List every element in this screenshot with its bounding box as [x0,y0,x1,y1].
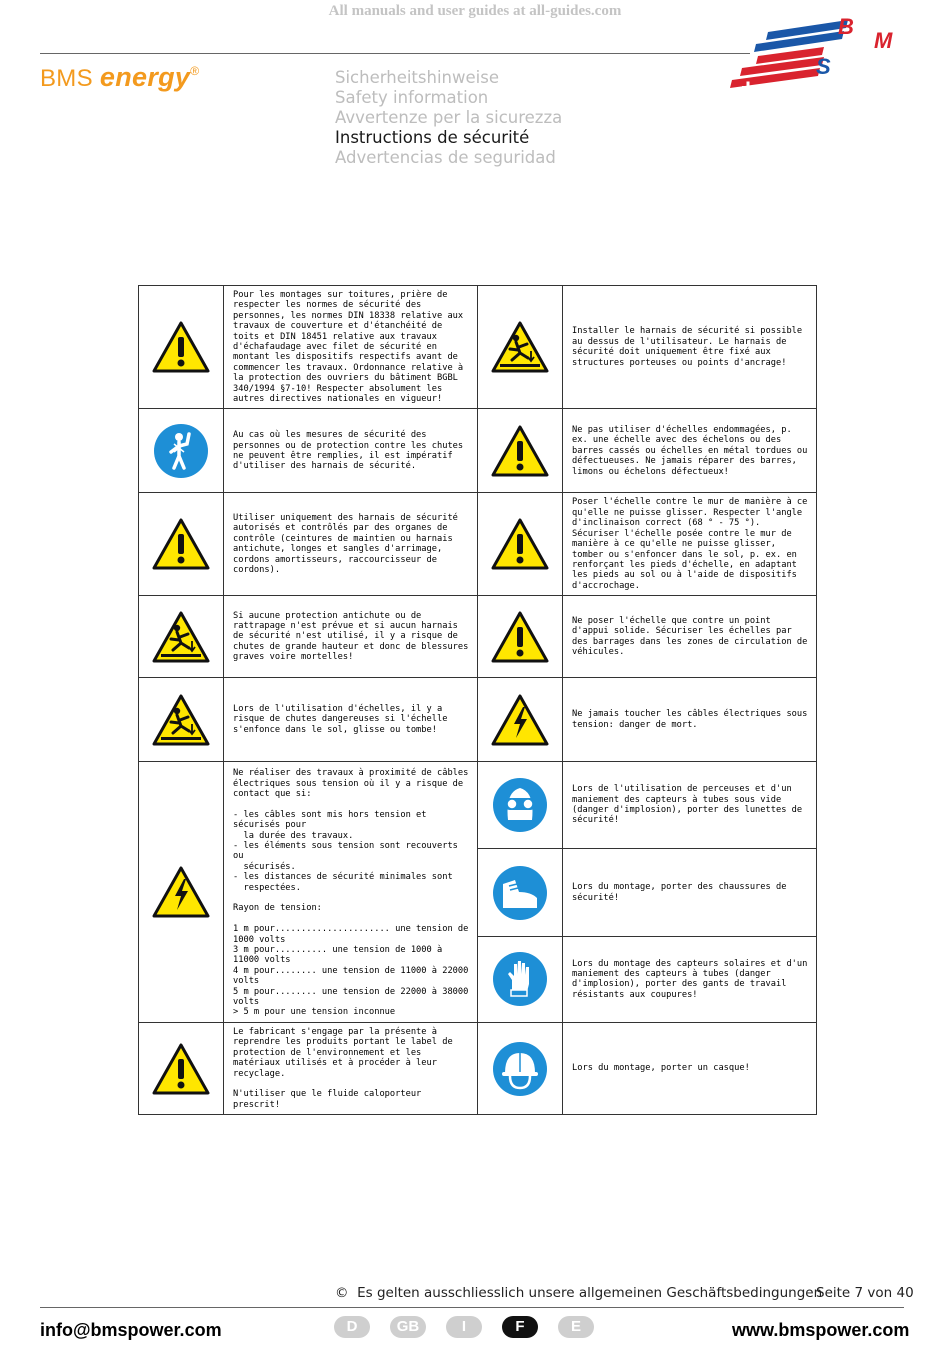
falling-hazard-icon [151,693,211,747]
icon-cell [478,762,563,849]
icon-cell [478,678,563,762]
registered-mark: ® [190,64,200,78]
warning-exclamation-icon [490,610,550,664]
logo-letter-b: B [838,14,854,39]
terms-text: Es gelten ausschliesslich unsere allgemeinen Geschäftsbedingungen [357,1285,823,1301]
language-tab-i[interactable]: I [446,1316,482,1338]
heading-list [335,68,562,168]
table-row [139,1022,817,1114]
safety-text: Installer le harnais de sécurité si possible au dessus de l'utilisateur. Le harnais de sécurité doit uniquement être fixé aux structures porteuses ou points d'ancrage! [563,286,817,409]
icon-cell [478,849,563,937]
logo-letter-s: S [816,54,831,79]
warning-exclamation-icon [151,517,211,571]
table-row [139,762,817,849]
bms-swiss-logo [728,10,908,100]
safety-text: Lors de l'utilisation de perceuses et d'un maniement des capteurs à tubes sous vide (danger d'implosion), porter des lunettes de sécurité! [563,762,817,849]
safety-text: Ne jamais toucher les câbles électriques sous tension: danger de mort. [563,678,817,762]
warning-exclamation-icon [151,320,211,374]
language-tab-f[interactable]: F [502,1316,538,1338]
copyright-symbol: © [335,1285,349,1301]
safety-text: Lors de l'utilisation d'échelles, il y a risque de chutes dangereuses si l'échelle s'enfonce dans le sol, glisse ou tombe! [224,678,478,762]
safety-gloves-icon [491,950,549,1008]
icon-cell [478,409,563,493]
heading-fr: Instructions de sécurité [335,128,530,147]
icon-cell [139,596,224,678]
website-link[interactable]: www.bmspower.com [732,1320,910,1340]
heading-en: Safety information [335,88,489,107]
heading-de: Sicherheitshinweise [335,68,499,87]
logo-letter-m: M [874,28,893,53]
icon-cell [139,678,224,762]
table-row [139,493,817,596]
language-tab-e[interactable]: E [558,1316,594,1338]
brand-logo [40,62,199,93]
safety-text: Si aucune protection antichute ou de rattrapage n'est prévue et si aucun harnais de sécurité n'est utilisé, il y a risque de chutes de grande hauteur et donc de blessures graves voire mortelles! [224,596,478,678]
bottom-rule [40,1307,904,1308]
safety-text: Poser l'échelle contre le mur de manière à ce qu'elle ne puisse glisser. Respecter l'angle d'inclinaison correct (68 ° - 75 °). Sécuriser l'échelle posée contre le mur de manière à ce qu'elle ne puisse glisser, tomber ou s'enfoncer dans le sol, p. ex. en renforçant les pieds d'échelle, en adaptant les pieds au sol ou à l'aide de dispositifs d'accrochage. [563,493,817,596]
brand-name-part2: energy [99,62,191,92]
safety-text: Lors du montage des capteurs solaires et d'un maniement des capteurs à tubes (danger d'implosion), porter des gants de travail résistants aux coupures! [563,937,817,1023]
table-row [139,409,817,493]
icon-cell [139,1022,224,1114]
electrical-hazard-icon [490,693,550,747]
icon-cell [478,596,563,678]
falling-hazard-icon [490,320,550,374]
safety-text: Utiliser uniquement des harnais de sécurité autorisés et contrôlés par des organes de contrôle (ceintures de maintien ou harnais antichute, longes et sangles d'arrimage, cordons amortisseurs, raccourcisseur de cordons). [224,493,478,596]
safety-table [138,285,817,1115]
safety-boots-icon [491,864,549,922]
safety-harness-icon [152,422,210,480]
warning-exclamation-icon [490,424,550,478]
safety-text: Ne réaliser des travaux à proximité de câbles électriques sous tension où il y a risque de contact que si: - les câbles sont mis hors tension et sécurisés pour la durée des travaux. - les éléments sous tension sont recouverts ou sécurisés. - les distances de sécurité minimales sont respectées. Rayon de tension: 1 m pour...................... une tension de 1000 volts 3 m pour.......... une tension de 1000 à 11000 volts 4 m pour........ une tension de 11000 à 22000 volts 5 m pour........ une tension de 22000 à 38000 volts > 5 m pour une tension inconnue [224,762,478,1023]
language-tab-gb[interactable]: GB [390,1316,426,1338]
icon-cell [478,286,563,409]
icon-cell [139,409,224,493]
table-row [139,596,817,678]
heading-es: Advertencias de seguridad [335,148,556,167]
icon-cell [139,286,224,409]
language-selector [334,1316,594,1338]
icon-cell [139,762,224,1023]
email-link[interactable]: info@bmspower.com [40,1320,222,1340]
watermark: All manuals and user guides at all-guides.com [328,3,622,19]
safety-text: Lors du montage, porter un casque! [563,1022,817,1114]
safety-goggles-icon [491,776,549,834]
safety-text: Pour les montages sur toitures, prière de respecter les normes de sécurité des personnes, les normes DIN 18338 relative aux travaux de couverture et d'étanchéité de toits et DIN 18451 relative aux travaux d'échafaudage avec filet de sécurité en montant les dispositifs respectifs avant de commencer les travaux. Ordonnance relative à la protection des ouvriers du bâtiment BGBL 340/1994 §7-10! Respecter absolument les autres directives nationales en vigueur! [224,286,478,409]
icon-cell [478,493,563,596]
electrical-hazard-icon [151,865,211,919]
warning-exclamation-icon [151,1042,211,1096]
top-rule [40,53,750,54]
table-row [139,678,817,762]
safety-text: Au cas où les mesures de sécurité des personnes ou de protection contre les chutes ne peuvent être remplies, il est impératif d'utiliser des harnais de sécurité. [224,409,478,493]
page-number: Seite 7 von 40 [816,1285,914,1301]
safety-text: Ne poser l'échelle que contre un point d'appui solide. Sécuriser les échelles par des barrages dans les zones de circulation de véhicules. [563,596,817,678]
language-tab-d[interactable]: D [334,1316,370,1338]
safety-text: Le fabricant s'engage par la présente à reprendre les produits portant le label de protection de l'environnement et les matériaux utilisés et à procéder à leur recyclage. N'utiliser que le fluide caloporteur prescrit! [224,1022,478,1114]
safety-text: Ne pas utiliser d'échelles endommagées, p. ex. une échelle avec des échelons ou des barres cassés ou échelles en métal tordues ou défectueuses. Ne jamais réparer des barres, limons ou échelons défectueux! [563,409,817,493]
falling-hazard-icon [151,610,211,664]
hard-hat-icon [491,1040,549,1098]
icon-cell [478,1022,563,1114]
heading-it: Avvertenze per la sicurezza [335,108,563,127]
brand-name-part1: BMS [40,65,100,92]
terms-note [335,1285,822,1301]
table-row [139,286,817,409]
safety-text: Lors du montage, porter des chaussures de sécurité! [563,849,817,937]
icon-cell [139,493,224,596]
icon-cell [478,937,563,1023]
warning-exclamation-icon [490,517,550,571]
